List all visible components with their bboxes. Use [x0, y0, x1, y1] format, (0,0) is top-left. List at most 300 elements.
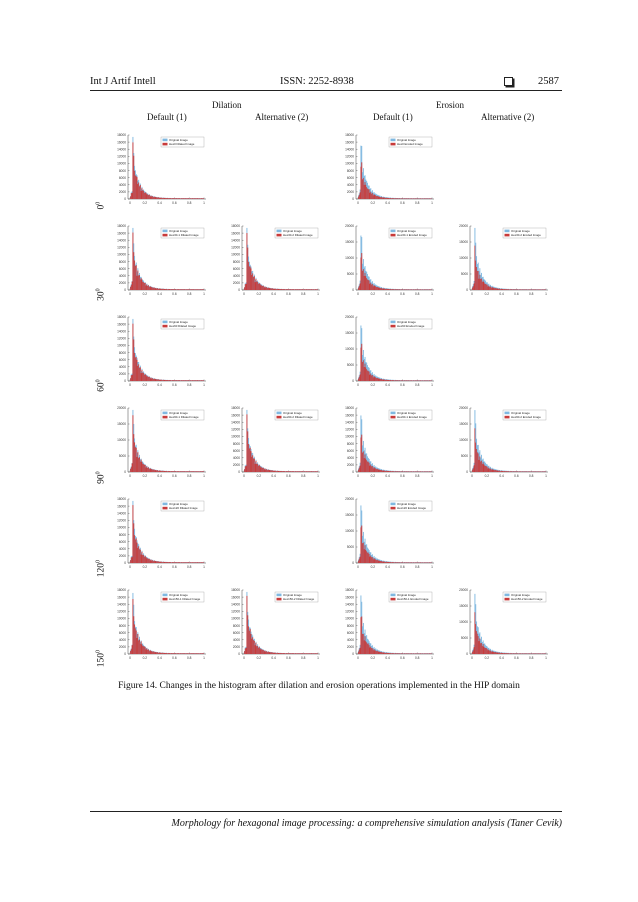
- processed-bar: [413, 653, 414, 654]
- histogram-panel: [334, 495, 438, 573]
- processed-bar: [371, 194, 372, 199]
- processed-bar: [316, 471, 317, 472]
- processed-bar: [155, 379, 156, 381]
- processed-bar: [268, 288, 269, 290]
- processed-bar: [142, 370, 143, 381]
- processed-bar: [542, 653, 543, 654]
- processed-bar: [387, 562, 388, 563]
- y-tick-label: 8000: [232, 623, 240, 628]
- processed-bar: [253, 640, 254, 654]
- processed-bar: [138, 364, 139, 381]
- processed-bar: [507, 289, 508, 290]
- processed-bar: [394, 653, 395, 654]
- processed-bar: [202, 198, 203, 199]
- processed-bar: [202, 289, 203, 290]
- processed-bar: [248, 626, 249, 654]
- processed-bar: [383, 380, 384, 381]
- processed-bar: [185, 471, 186, 472]
- processed-bar: [197, 653, 198, 654]
- processed-bar: [416, 198, 417, 199]
- processed-bar: [196, 198, 197, 199]
- footer-rule: [90, 811, 562, 812]
- x-tick-label: 0.2: [370, 292, 376, 296]
- legend-swatch-processed: [391, 234, 396, 237]
- processed-bar: [499, 289, 500, 290]
- processed-bar: [408, 198, 409, 199]
- processed-bar: [140, 185, 141, 199]
- processed-bar: [497, 470, 498, 472]
- legend-label-original: Original Image: [169, 229, 188, 233]
- processed-bar: [174, 198, 175, 199]
- processed-bar: [283, 471, 284, 472]
- processed-bar: [384, 471, 385, 472]
- processed-bar: [146, 194, 147, 199]
- processed-bar: [366, 278, 367, 290]
- processed-bar: [374, 558, 375, 563]
- processed-bar: [167, 471, 168, 472]
- processed-bar: [174, 653, 175, 654]
- processed-bar: [288, 471, 289, 472]
- processed-bar: [134, 353, 135, 381]
- processed-bar: [377, 651, 378, 654]
- processed-bar: [408, 653, 409, 654]
- processed-bar: [431, 198, 432, 199]
- processed-bar: [165, 380, 166, 381]
- processed-bar: [165, 471, 166, 472]
- x-tick-label: 0: [357, 565, 359, 569]
- processed-bar: [165, 289, 166, 290]
- processed-bar: [370, 284, 371, 290]
- processed-bar: [511, 289, 512, 290]
- processed-bar: [402, 562, 403, 563]
- processed-bar: [368, 643, 369, 654]
- processed-bar: [160, 289, 161, 290]
- processed-bar: [392, 289, 393, 290]
- processed-bar: [168, 471, 169, 472]
- processed-bar: [168, 380, 169, 381]
- processed-bar: [262, 468, 263, 472]
- y-tick-label: 2000: [346, 190, 354, 195]
- x-tick-label: 0.4: [385, 383, 390, 387]
- processed-bar: [191, 653, 192, 654]
- processed-bar: [545, 653, 546, 654]
- processed-bar: [178, 289, 179, 290]
- processed-bar: [289, 289, 290, 290]
- processed-bar: [396, 471, 397, 472]
- processed-bar: [405, 562, 406, 563]
- processed-bar: [281, 653, 282, 654]
- processed-bar: [133, 616, 134, 654]
- processed-bar: [409, 198, 410, 199]
- processed-bar: [289, 471, 290, 472]
- processed-bar: [165, 562, 166, 563]
- processed-bar: [155, 379, 156, 381]
- processed-bar: [179, 653, 180, 654]
- processed-bar: [408, 380, 409, 381]
- x-tick-label: 0.2: [370, 656, 376, 660]
- processed-bar: [424, 380, 425, 381]
- processed-bar: [250, 629, 251, 654]
- processed-bar: [415, 380, 416, 381]
- processed-bar: [524, 653, 525, 654]
- processed-bar: [260, 285, 261, 290]
- processed-bar: [202, 471, 203, 472]
- legend-swatch-original: [163, 594, 168, 597]
- processed-bar: [363, 178, 364, 199]
- processed-bar: [366, 369, 367, 381]
- processed-bar: [306, 471, 307, 472]
- processed-bar: [160, 471, 161, 472]
- x-tick-label: 0.6: [172, 383, 177, 387]
- processed-bar: [395, 653, 396, 654]
- processed-bar: [269, 288, 270, 290]
- processed-bar: [306, 289, 307, 290]
- processed-bar: [131, 557, 132, 563]
- x-tick-label: 0.4: [385, 656, 390, 660]
- processed-bar: [429, 653, 430, 654]
- processed-bar: [270, 288, 271, 290]
- processed-bar: [482, 646, 483, 654]
- y-tick-label: 18000: [117, 497, 126, 502]
- processed-bar: [378, 560, 379, 563]
- processed-bar: [182, 562, 183, 563]
- processed-bar: [411, 653, 412, 654]
- processed-bar: [386, 471, 387, 472]
- processed-bar: [406, 653, 407, 654]
- processed-bar: [145, 283, 146, 290]
- processed-bar: [370, 466, 371, 472]
- processed-bar: [171, 380, 172, 381]
- processed-bar: [162, 380, 163, 381]
- processed-bar: [272, 652, 273, 654]
- processed-bar: [472, 470, 473, 472]
- processed-bar: [496, 470, 497, 472]
- processed-bar: [130, 287, 131, 290]
- processed-bar: [165, 653, 166, 654]
- processed-bar: [276, 653, 277, 654]
- processed-bar: [132, 463, 133, 472]
- processed-bar: [279, 653, 280, 654]
- processed-bar: [184, 198, 185, 199]
- processed-bar: [160, 198, 161, 199]
- processed-bar: [395, 380, 396, 381]
- processed-bar: [260, 649, 261, 654]
- processed-bar: [248, 262, 249, 290]
- processed-bar: [250, 266, 251, 290]
- y-tick-label: 12000: [345, 154, 354, 159]
- y-tick-label: 6000: [232, 448, 240, 453]
- processed-bar: [377, 287, 378, 290]
- processed-bar: [153, 651, 154, 654]
- processed-bar: [405, 289, 406, 290]
- processed-bar: [303, 289, 304, 290]
- processed-bar: [360, 648, 361, 654]
- processed-bar: [141, 641, 142, 654]
- processed-bar: [426, 471, 427, 472]
- histogram-panel: [334, 404, 438, 482]
- x-tick-label: 0.6: [286, 656, 291, 660]
- processed-bar: [367, 280, 368, 290]
- processed-bar: [164, 471, 165, 472]
- processed-bar: [531, 653, 532, 654]
- processed-bar: [390, 653, 391, 654]
- processed-bar: [362, 271, 363, 290]
- processed-bar: [545, 471, 546, 472]
- processed-bar: [371, 284, 372, 290]
- processed-bar: [260, 648, 261, 654]
- processed-bar: [417, 562, 418, 563]
- processed-bar: [419, 653, 420, 654]
- processed-bar: [303, 471, 304, 472]
- processed-bar: [480, 279, 481, 290]
- processed-bar: [363, 360, 364, 381]
- histogram-panel: [334, 131, 438, 209]
- processed-bar: [145, 374, 146, 381]
- processed-bar: [383, 288, 384, 290]
- x-tick-label: 1: [317, 656, 319, 660]
- processed-bar: [512, 471, 513, 472]
- processed-bar: [176, 198, 177, 199]
- processed-bar: [285, 289, 286, 290]
- processed-bar: [474, 428, 475, 472]
- x-tick-label: 0.4: [499, 292, 504, 296]
- y-tick-label: 12000: [117, 245, 126, 250]
- processed-bar: [308, 289, 309, 290]
- processed-bar: [168, 653, 169, 654]
- processed-bar: [175, 198, 176, 199]
- processed-bar: [504, 471, 505, 472]
- legend-swatch-processed: [505, 598, 510, 601]
- processed-bar: [172, 289, 173, 290]
- processed-bar: [130, 560, 131, 563]
- processed-bar: [154, 379, 155, 381]
- processed-bar: [416, 562, 417, 563]
- processed-bar: [250, 448, 251, 472]
- y-tick-label: 10000: [459, 438, 468, 443]
- processed-bar: [304, 289, 305, 290]
- processed-bar: [269, 470, 270, 472]
- processed-bar: [372, 466, 373, 472]
- processed-bar: [304, 471, 305, 472]
- x-tick-label: 1: [203, 565, 205, 569]
- processed-bar: [271, 288, 272, 290]
- processed-bar: [173, 380, 174, 381]
- y-tick-label: 0: [124, 470, 126, 475]
- processed-bar: [261, 467, 262, 472]
- processed-bar: [293, 471, 294, 472]
- processed-bar: [488, 650, 489, 654]
- processed-bar: [165, 198, 166, 199]
- y-tick-label: 6000: [118, 630, 126, 635]
- y-tick-label: 18000: [345, 406, 354, 411]
- processed-bar: [196, 289, 197, 290]
- processed-bar: [310, 289, 311, 290]
- processed-bar: [413, 289, 414, 290]
- legend-label-processed: Hex0 Dilated Image: [169, 142, 195, 147]
- processed-bar: [510, 289, 511, 290]
- processed-bar: [179, 653, 180, 654]
- processed-bar: [390, 471, 391, 472]
- x-tick-label: 0.4: [271, 656, 276, 660]
- processed-bar: [370, 647, 371, 654]
- x-tick-label: 0.8: [186, 292, 192, 296]
- processed-bar: [305, 289, 306, 290]
- processed-bar: [199, 289, 200, 290]
- processed-bar: [502, 289, 503, 290]
- processed-bar: [479, 279, 480, 290]
- processed-bar: [505, 289, 506, 290]
- processed-bar: [394, 289, 395, 290]
- processed-bar: [185, 562, 186, 563]
- processed-bar: [246, 596, 247, 654]
- processed-bar: [137, 457, 138, 472]
- processed-bar: [301, 289, 302, 290]
- processed-bar: [259, 283, 260, 290]
- processed-bar: [398, 380, 399, 381]
- processed-bar: [358, 197, 359, 199]
- processed-bar: [165, 289, 166, 290]
- processed-bar: [389, 198, 390, 199]
- processed-bar: [384, 380, 385, 381]
- processed-bar: [140, 550, 141, 563]
- processed-bar: [141, 191, 142, 199]
- processed-bar: [256, 646, 257, 654]
- y-tick-label: 10000: [117, 252, 126, 257]
- x-tick-label: 0.6: [514, 474, 519, 478]
- processed-bar: [171, 198, 172, 199]
- processed-bar: [388, 198, 389, 199]
- processed-bar: [426, 380, 427, 381]
- processed-bar: [272, 288, 273, 290]
- processed-bar: [310, 471, 311, 472]
- processed-bar: [515, 289, 516, 290]
- y-tick-label: 10000: [117, 616, 126, 621]
- y-tick-label: 2000: [232, 645, 240, 650]
- x-tick-label: 0.2: [484, 292, 490, 296]
- processed-bar: [410, 562, 411, 563]
- processed-bar: [422, 380, 423, 381]
- processed-bar: [151, 196, 152, 199]
- processed-bar: [502, 653, 503, 654]
- processed-bar: [404, 562, 405, 563]
- y-tick-label: 6000: [232, 266, 240, 271]
- processed-bar: [430, 380, 431, 381]
- processed-bar: [420, 653, 421, 654]
- processed-bar: [317, 289, 318, 290]
- y-tick-label: 10000: [345, 347, 354, 352]
- processed-bar: [279, 289, 280, 290]
- processed-bar: [315, 289, 316, 290]
- processed-bar: [140, 462, 141, 472]
- processed-bar: [307, 289, 308, 290]
- processed-bar: [493, 652, 494, 654]
- y-tick-label: 18000: [117, 133, 126, 138]
- processed-bar: [514, 471, 515, 472]
- y-tick-label: 14000: [345, 602, 354, 607]
- processed-bar: [259, 647, 260, 654]
- processed-bar: [139, 640, 140, 654]
- processed-bar: [190, 289, 191, 290]
- processed-bar: [492, 287, 493, 290]
- processed-bar: [418, 562, 419, 563]
- processed-bar: [194, 562, 195, 563]
- processed-bar: [193, 562, 194, 563]
- processed-bar: [265, 651, 266, 654]
- processed-bar: [408, 471, 409, 472]
- y-tick-label: 18000: [345, 133, 354, 138]
- processed-bar: [359, 195, 360, 199]
- processed-bar: [402, 471, 403, 472]
- processed-bar: [186, 198, 187, 199]
- processed-bar: [197, 471, 198, 472]
- processed-bar: [156, 197, 157, 199]
- processed-bar: [528, 653, 529, 654]
- processed-bar: [151, 378, 152, 381]
- processed-bar: [382, 471, 383, 472]
- processed-bar: [525, 653, 526, 654]
- processed-bar: [512, 289, 513, 290]
- processed-bar: [178, 198, 179, 199]
- processed-bar: [186, 471, 187, 472]
- x-tick-label: 0.2: [142, 292, 148, 296]
- legend-label-original: Original Image: [397, 229, 416, 233]
- processed-bar: [411, 562, 412, 563]
- processed-bar: [269, 652, 270, 654]
- processed-bar: [292, 289, 293, 290]
- processed-bar: [178, 471, 179, 472]
- processed-bar: [379, 470, 380, 472]
- processed-bar: [420, 471, 421, 472]
- processed-bar: [147, 286, 148, 290]
- processed-bar: [510, 471, 511, 472]
- processed-bar: [513, 289, 514, 290]
- processed-bar: [513, 471, 514, 472]
- processed-bar: [389, 380, 390, 381]
- angle-label-0: $0^0$: [95, 201, 107, 210]
- processed-bar: [362, 543, 363, 563]
- processed-bar: [373, 195, 374, 199]
- processed-bar: [149, 287, 150, 290]
- processed-bar: [379, 652, 380, 654]
- y-tick-label: 8000: [232, 441, 240, 446]
- processed-bar: [155, 288, 156, 290]
- processed-bar: [424, 198, 425, 199]
- processed-bar: [136, 357, 137, 381]
- processed-bar: [275, 471, 276, 472]
- processed-bar: [389, 289, 390, 290]
- processed-bar: [193, 380, 194, 381]
- processed-bar: [517, 289, 518, 290]
- processed-bar: [148, 285, 149, 290]
- processed-bar: [402, 198, 403, 199]
- processed-bar: [244, 469, 245, 472]
- processed-bar: [501, 471, 502, 472]
- processed-bar: [159, 380, 160, 381]
- processed-bar: [143, 373, 144, 381]
- processed-bar: [424, 471, 425, 472]
- legend-swatch-processed: [277, 416, 282, 419]
- processed-bar: [131, 649, 132, 654]
- processed-bar: [132, 645, 133, 654]
- x-tick-label: 0.8: [414, 292, 420, 296]
- processed-bar: [369, 372, 370, 381]
- processed-bar: [367, 553, 368, 563]
- processed-bar: [156, 470, 157, 472]
- processed-bar: [140, 367, 141, 381]
- legend-label-original: Original Image: [511, 229, 530, 233]
- processed-bar: [377, 469, 378, 472]
- y-tick-label: 14000: [117, 511, 126, 516]
